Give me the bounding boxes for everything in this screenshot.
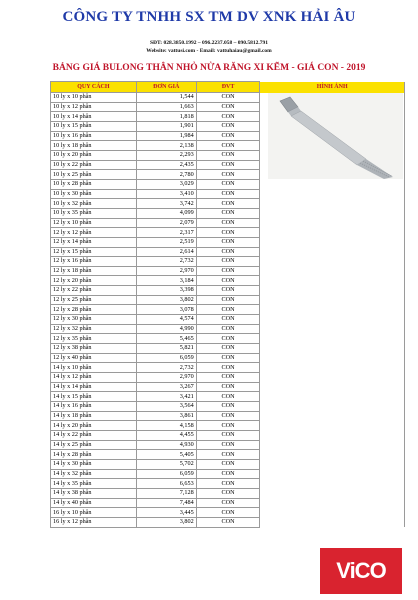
table-row xyxy=(51,218,405,228)
cell-price: 3,267 xyxy=(136,382,196,392)
table-row xyxy=(51,392,405,402)
cell-spec: 12 ly x 20 phân xyxy=(51,276,137,286)
cell-price: 2,138 xyxy=(136,141,196,151)
cell-price: 4,574 xyxy=(136,315,196,325)
cell-unit: CON xyxy=(196,402,260,412)
cell-price: 3,742 xyxy=(136,199,196,209)
cell-spec: 14 ly x 30 phân xyxy=(51,459,137,469)
cell-unit: CON xyxy=(196,324,260,334)
cell-unit: CON xyxy=(196,498,260,508)
cell-image xyxy=(260,276,405,286)
cell-image xyxy=(260,440,405,450)
cell-spec: 14 ly x 40 phân xyxy=(51,498,137,508)
cell-spec: 14 ly x 16 phân xyxy=(51,402,137,412)
cell-price: 7,128 xyxy=(136,488,196,498)
cell-unit: CON xyxy=(196,305,260,315)
table-row xyxy=(51,315,405,325)
cell-price: 6,059 xyxy=(136,353,196,363)
cell-unit: CON xyxy=(196,237,260,247)
cell-spec: 14 ly x 25 phân xyxy=(51,440,137,450)
table-header-row xyxy=(51,82,405,93)
cell-price: 3,184 xyxy=(136,276,196,286)
cell-unit: CON xyxy=(196,160,260,170)
table-row xyxy=(51,208,405,218)
cell-price: 3,078 xyxy=(136,305,196,315)
cell-image xyxy=(260,344,405,354)
table-row xyxy=(51,402,405,412)
cell-spec: 10 ly x 12 phân xyxy=(51,102,137,112)
cell-spec: 10 ly x 20 phân xyxy=(51,150,137,160)
cell-image xyxy=(260,459,405,469)
cell-price: 2,732 xyxy=(136,257,196,267)
table-row xyxy=(51,305,405,315)
cell-spec: 14 ly x 14 phân xyxy=(51,382,137,392)
table-row xyxy=(51,237,405,247)
cell-unit: CON xyxy=(196,189,260,199)
table-row xyxy=(51,363,405,373)
cell-image xyxy=(260,498,405,508)
cell-unit: CON xyxy=(196,170,260,180)
cell-image xyxy=(260,305,405,315)
cell-price: 1,984 xyxy=(136,131,196,141)
cell-price: 2,519 xyxy=(136,237,196,247)
cell-image xyxy=(260,247,405,257)
cell-spec: 10 ly x 28 phân xyxy=(51,179,137,189)
cell-spec: 12 ly x 30 phân xyxy=(51,315,137,325)
cell-price: 4,930 xyxy=(136,440,196,450)
cell-spec: 10 ly x 14 phân xyxy=(51,112,137,122)
cell-price: 3,029 xyxy=(136,179,196,189)
col-header-price: ĐƠN GIÁ xyxy=(136,82,196,93)
table-row xyxy=(51,440,405,450)
table-row xyxy=(51,334,405,344)
cell-image xyxy=(260,189,405,199)
cell-unit: CON xyxy=(196,228,260,238)
table-row xyxy=(51,498,405,508)
vico-logo xyxy=(320,548,402,594)
table-row xyxy=(51,266,405,276)
cell-price: 3,802 xyxy=(136,295,196,305)
vico-logo-text: ViCO xyxy=(336,558,386,583)
cell-image xyxy=(260,373,405,383)
cell-unit: CON xyxy=(196,141,260,151)
table-row xyxy=(51,508,405,518)
cell-spec: 12 ly x 14 phân xyxy=(51,237,137,247)
cell-price: 5,702 xyxy=(136,459,196,469)
cell-price: 2,780 xyxy=(136,170,196,180)
cell-image xyxy=(260,324,405,334)
table-row xyxy=(51,247,405,257)
cell-unit: CON xyxy=(196,488,260,498)
cell-unit: CON xyxy=(196,517,260,527)
cell-unit: CON xyxy=(196,392,260,402)
cell-price: 1,544 xyxy=(136,93,196,103)
cell-image xyxy=(260,517,405,527)
cell-unit: CON xyxy=(196,247,260,257)
cell-unit: CON xyxy=(196,334,260,344)
table-row xyxy=(51,179,405,189)
cell-spec: 14 ly x 15 phân xyxy=(51,392,137,402)
cell-price: 6,653 xyxy=(136,479,196,489)
cell-unit: CON xyxy=(196,479,260,489)
cell-spec: 12 ly x 10 phân xyxy=(51,218,137,228)
table-row xyxy=(51,199,405,209)
cell-image xyxy=(260,392,405,402)
cell-unit: CON xyxy=(196,131,260,141)
cell-price: 3,421 xyxy=(136,392,196,402)
table-row xyxy=(51,353,405,363)
cell-spec: 12 ly x 38 phân xyxy=(51,344,137,354)
cell-spec: 12 ly x 18 phân xyxy=(51,266,137,276)
cell-price: 4,990 xyxy=(136,324,196,334)
cell-price: 2,970 xyxy=(136,373,196,383)
col-header-image: HÌNH ẢNH xyxy=(260,82,405,93)
cell-spec: 14 ly x 28 phân xyxy=(51,450,137,460)
cell-image xyxy=(260,402,405,412)
cell-spec: 14 ly x 35 phân xyxy=(51,479,137,489)
cell-image xyxy=(260,382,405,392)
bolt-image xyxy=(268,93,403,179)
cell-image xyxy=(260,286,405,296)
cell-price: 1,818 xyxy=(136,112,196,122)
cell-unit: CON xyxy=(196,208,260,218)
cell-unit: CON xyxy=(196,469,260,479)
cell-unit: CON xyxy=(196,459,260,469)
cell-unit: CON xyxy=(196,440,260,450)
cell-price: 3,861 xyxy=(136,411,196,421)
cell-image xyxy=(260,488,405,498)
cell-spec: 12 ly x 35 phân xyxy=(51,334,137,344)
cell-spec: 10 ly x 25 phân xyxy=(51,170,137,180)
cell-unit: CON xyxy=(196,315,260,325)
table-row xyxy=(51,459,405,469)
cell-spec: 12 ly x 32 phân xyxy=(51,324,137,334)
cell-image xyxy=(260,421,405,431)
table-row xyxy=(51,189,405,199)
cell-price: 3,802 xyxy=(136,517,196,527)
cell-price: 3,445 xyxy=(136,508,196,518)
table-row xyxy=(51,382,405,392)
cell-spec: 12 ly x 40 phân xyxy=(51,353,137,363)
cell-spec: 10 ly x 18 phân xyxy=(51,141,137,151)
cell-image xyxy=(260,508,405,518)
cell-price: 5,465 xyxy=(136,334,196,344)
cell-image xyxy=(260,218,405,228)
cell-price: 7,484 xyxy=(136,498,196,508)
table-row xyxy=(51,286,405,296)
cell-price: 3,410 xyxy=(136,189,196,199)
cell-image xyxy=(260,295,405,305)
cell-price: 3,564 xyxy=(136,402,196,412)
table-row xyxy=(51,488,405,498)
cell-unit: CON xyxy=(196,266,260,276)
cell-image xyxy=(260,430,405,440)
cell-spec: 14 ly x 38 phân xyxy=(51,488,137,498)
cell-unit: CON xyxy=(196,353,260,363)
cell-spec: 10 ly x 32 phân xyxy=(51,199,137,209)
cell-image xyxy=(260,363,405,373)
cell-price: 2,970 xyxy=(136,266,196,276)
cell-unit: CON xyxy=(196,295,260,305)
cell-image xyxy=(260,450,405,460)
cell-unit: CON xyxy=(196,411,260,421)
cell-unit: CON xyxy=(196,421,260,431)
cell-unit: CON xyxy=(196,508,260,518)
cell-image xyxy=(260,266,405,276)
cell-spec: 10 ly x 35 phân xyxy=(51,208,137,218)
cell-price: 2,614 xyxy=(136,247,196,257)
cell-unit: CON xyxy=(196,257,260,267)
table-row xyxy=(51,324,405,334)
cell-price: 4,158 xyxy=(136,421,196,431)
cell-spec: 16 ly x 10 phân xyxy=(51,508,137,518)
cell-spec: 14 ly x 22 phân xyxy=(51,430,137,440)
cell-spec: 12 ly x 15 phân xyxy=(51,247,137,257)
cell-price: 5,821 xyxy=(136,344,196,354)
cell-price: 2,079 xyxy=(136,218,196,228)
cell-price: 4,455 xyxy=(136,430,196,440)
table-row xyxy=(51,450,405,460)
cell-image xyxy=(260,469,405,479)
cell-price: 5,405 xyxy=(136,450,196,460)
cell-unit: CON xyxy=(196,363,260,373)
cell-price: 1,901 xyxy=(136,121,196,131)
price-list-title: BẢNG GIÁ BULONG THÂN NHỎ NỬA RĂNG XI KẼM - GIÁ CON - 2019 xyxy=(52,63,366,73)
table-row xyxy=(51,469,405,479)
cell-unit: CON xyxy=(196,430,260,440)
table-row xyxy=(51,373,405,383)
cell-unit: CON xyxy=(196,382,260,392)
cell-spec: 12 ly x 16 phân xyxy=(51,257,137,267)
cell-image xyxy=(260,199,405,209)
cell-image xyxy=(260,179,405,189)
col-header-spec: QUY CÁCH xyxy=(51,82,137,93)
cell-spec: 10 ly x 30 phân xyxy=(51,189,137,199)
cell-price: 3,398 xyxy=(136,286,196,296)
cell-spec: 14 ly x 20 phân xyxy=(51,421,137,431)
cell-unit: CON xyxy=(196,218,260,228)
cell-image xyxy=(260,228,405,238)
table-row xyxy=(51,421,405,431)
cell-image xyxy=(260,208,405,218)
table-row xyxy=(51,228,405,238)
cell-unit: CON xyxy=(196,150,260,160)
cell-unit: CON xyxy=(196,373,260,383)
cell-price: 2,732 xyxy=(136,363,196,373)
cell-spec: 10 ly x 16 phân xyxy=(51,131,137,141)
cell-spec: 10 ly x 15 phân xyxy=(51,121,137,131)
cell-price: 2,293 xyxy=(136,150,196,160)
table-row xyxy=(51,276,405,286)
cell-spec: 10 ly x 22 phân xyxy=(51,160,137,170)
cell-spec: 14 ly x 18 phân xyxy=(51,411,137,421)
phone-line: SĐT: 028.3850.1992 – 096.2237.058 – 090.5812.791 xyxy=(150,40,268,46)
cell-unit: CON xyxy=(196,93,260,103)
table-row xyxy=(51,517,405,527)
cell-image xyxy=(260,315,405,325)
cell-unit: CON xyxy=(196,276,260,286)
cell-image xyxy=(260,479,405,489)
table-row xyxy=(51,257,405,267)
table-row xyxy=(51,479,405,489)
cell-spec: 16 ly x 12 phân xyxy=(51,517,137,527)
cell-spec: 14 ly x 12 phân xyxy=(51,373,137,383)
cell-spec: 14 ly x 32 phân xyxy=(51,469,137,479)
cell-image xyxy=(260,257,405,267)
cell-image xyxy=(260,353,405,363)
cell-unit: CON xyxy=(196,450,260,460)
cell-unit: CON xyxy=(196,102,260,112)
cell-spec: 12 ly x 22 phân xyxy=(51,286,137,296)
web-email-line: Website: vattusi.com - Email: vattuhaiau@gmail.com xyxy=(146,48,272,54)
table-row xyxy=(51,295,405,305)
cell-spec: 14 ly x 10 phân xyxy=(51,363,137,373)
cell-price: 1,663 xyxy=(136,102,196,112)
cell-price: 4,099 xyxy=(136,208,196,218)
cell-image xyxy=(260,334,405,344)
cell-spec: 12 ly x 28 phân xyxy=(51,305,137,315)
cell-price: 2,317 xyxy=(136,228,196,238)
cell-unit: CON xyxy=(196,179,260,189)
cell-image xyxy=(260,237,405,247)
cell-price: 2,435 xyxy=(136,160,196,170)
cell-price: 6,059 xyxy=(136,469,196,479)
table-row xyxy=(51,411,405,421)
cell-unit: CON xyxy=(196,112,260,122)
cell-spec: 12 ly x 25 phân xyxy=(51,295,137,305)
cell-unit: CON xyxy=(196,286,260,296)
cell-unit: CON xyxy=(196,344,260,354)
col-header-unit: ĐVT xyxy=(196,82,260,93)
company-name: CÔNG TY TNHH SX TM DV XNK HẢI ÂU xyxy=(62,9,356,25)
cell-spec: 12 ly x 12 phân xyxy=(51,228,137,238)
cell-unit: CON xyxy=(196,121,260,131)
cell-spec: 10 ly x 10 phân xyxy=(51,93,137,103)
cell-image xyxy=(260,411,405,421)
table-row xyxy=(51,344,405,354)
table-row xyxy=(51,430,405,440)
cell-unit: CON xyxy=(196,199,260,209)
